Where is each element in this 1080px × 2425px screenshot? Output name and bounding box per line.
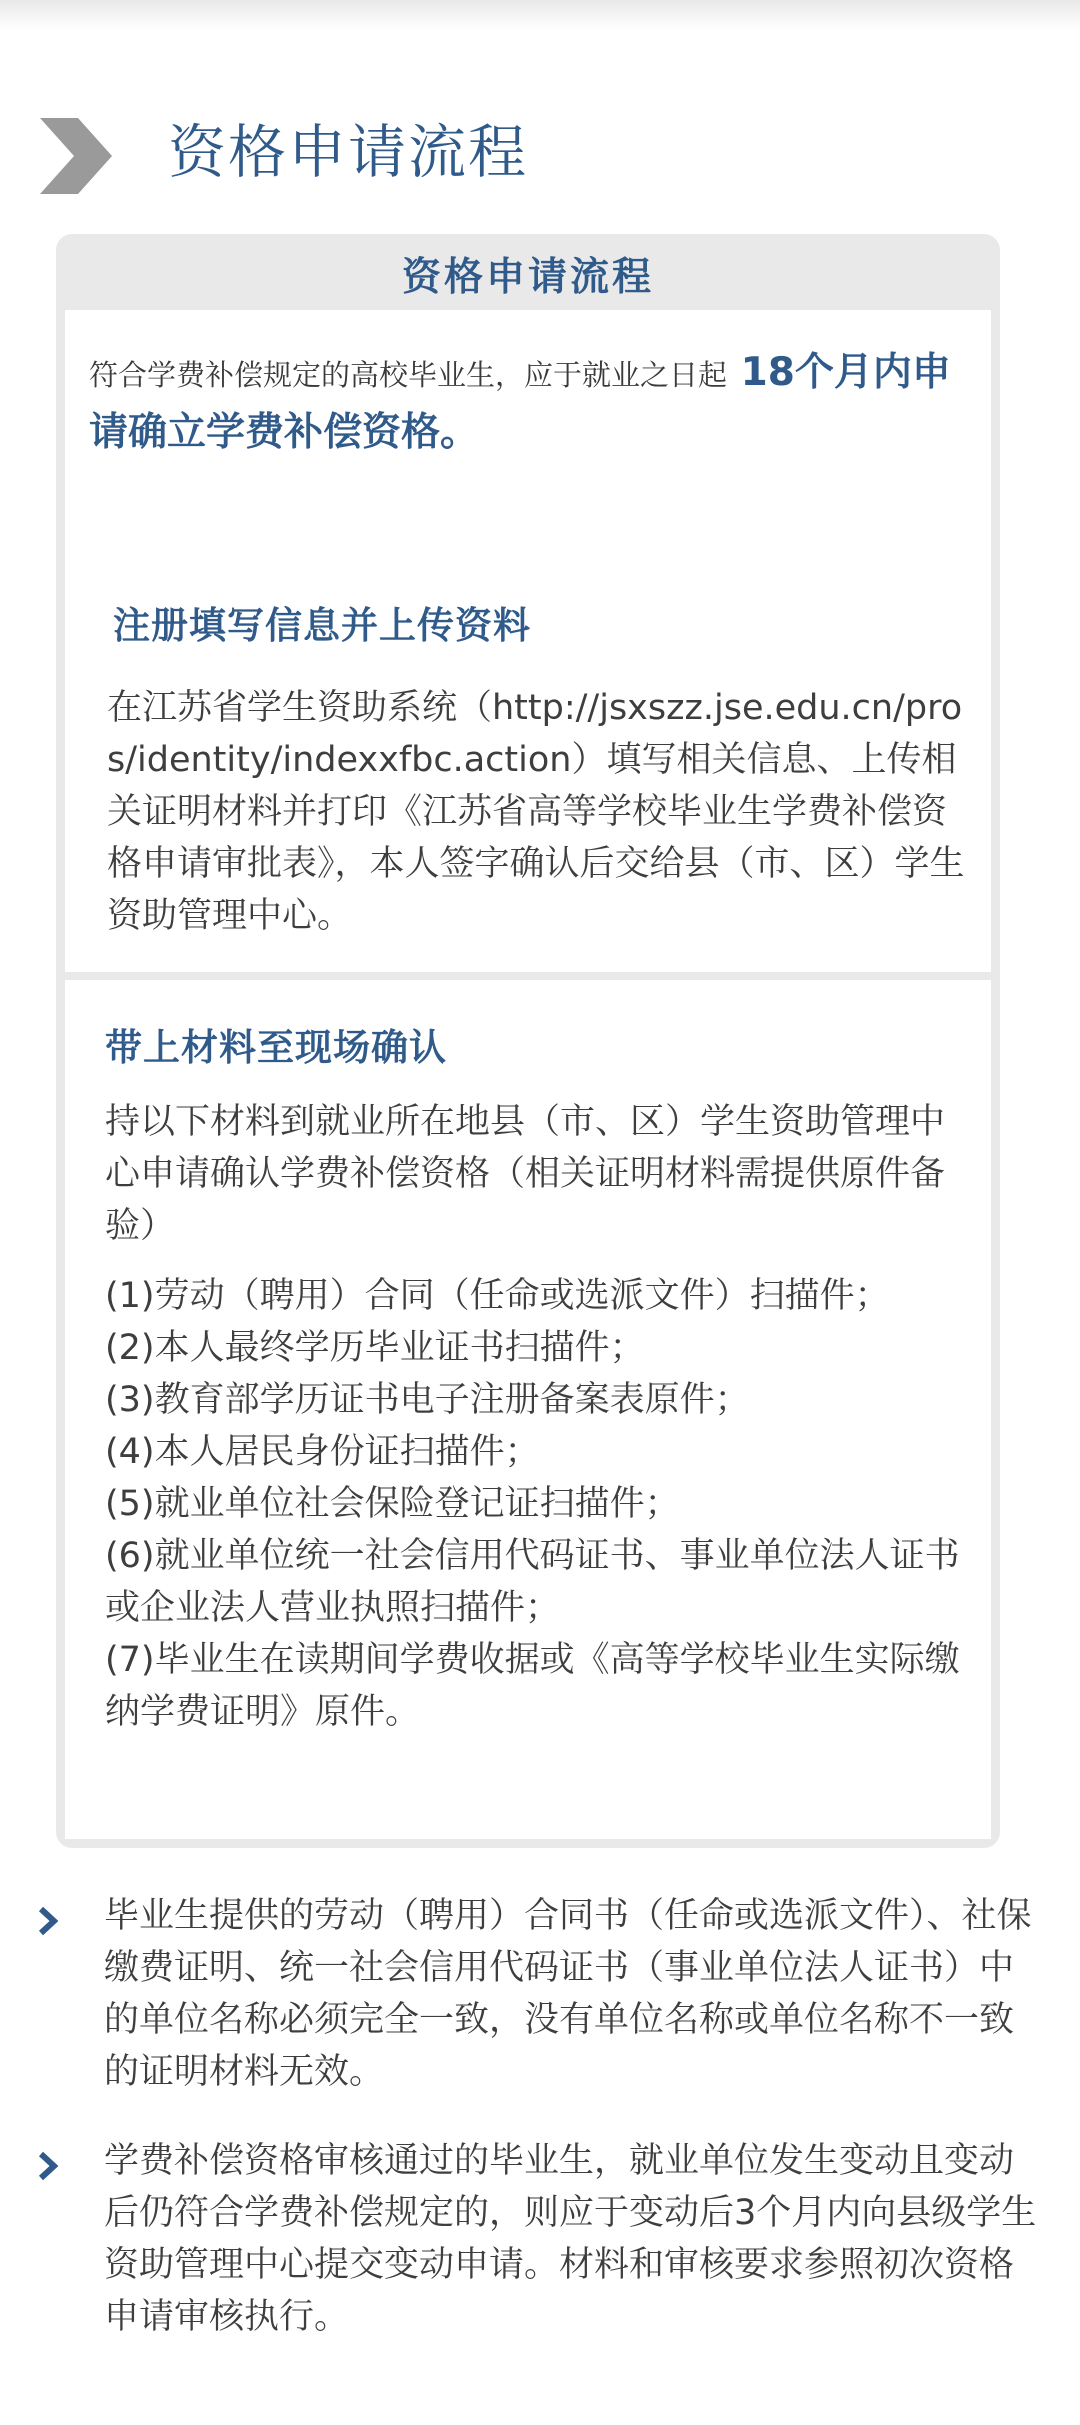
step1-panel <box>65 310 991 972</box>
chevron-right-icon <box>36 1906 60 1936</box>
list-item: (2)本人最终学历毕业证书扫描件； <box>105 1328 645 1368</box>
step2-body: 持以下材料到就业所在地县（市、区）学生资助管理中心申请确认学费补偿资格（相关证明材料需提供原件备验） <box>105 1102 946 1246</box>
section-header <box>0 100 1080 210</box>
step1-heading: 注册填写信息并上传资料 <box>113 604 531 647</box>
list-item: (3)教育部学历证书电子注册备案表原件； <box>105 1380 750 1420</box>
intro-highlight: 18个月内申请确立学费补偿资格。 <box>89 350 951 455</box>
note-text: 毕业生提供的劳动（聘用）合同书（任命或选派文件）、社保缴费证明、统一社会信用代码证书（事业单位法人证书）中的单位名称必须完全一致，没有单位名称或单位名称不一致的证明材料无效。 <box>104 1896 1032 2092</box>
step1-body: 在江苏省学生资助系统（http://jsxszz.jse.edu.cn/pros/identity/indexxfbc.action）填写相关信息、上传相关证明材料并打印《江苏省高等学校毕业生学费补偿资格申请审批表》，本人签字确认后交给县（市、区）学生资助管理中心。 <box>107 688 965 936</box>
chevron-right-icon <box>40 118 112 194</box>
list-item: (6)就业单位统一社会信用代码证书、事业单位法人证书或企业法人营业执照扫描件； <box>105 1536 960 1628</box>
intro-lead: 符合学费补偿规定的高校毕业生，应于就业之日起 <box>89 358 728 392</box>
intro-text <box>89 344 969 464</box>
list-item: (7)毕业生在读期间学费收据或《高等学校毕业生实际缴纳学费证明》原件。 <box>105 1640 960 1732</box>
list-item: (4)本人居民身份证扫描件； <box>105 1432 540 1472</box>
top-shadow <box>0 0 1080 30</box>
step2-heading: 带上材料至现场确认 <box>105 1026 447 1069</box>
step2-panel <box>65 980 991 1839</box>
card-title: 资格申请流程 <box>401 255 654 300</box>
chevron-right-icon <box>36 2151 60 2181</box>
page-title: 资格申请流程 <box>168 118 529 186</box>
note-text: 学费补偿资格审核通过的毕业生，就业单位发生变动且变动后仍符合学费补偿规定的，则应于变动后3个月内向县级学生资助管理中心提交变动申请。材料和审核要求参照初次资格申请审核执行。 <box>104 2141 1037 2337</box>
list-item: (1)劳动（聘用）合同（任命或选派文件）扫描件； <box>105 1276 890 1316</box>
list-item: (5)就业单位社会保险登记证扫描件； <box>105 1484 680 1524</box>
materials-list <box>105 1270 965 1738</box>
process-card <box>56 234 1000 1848</box>
